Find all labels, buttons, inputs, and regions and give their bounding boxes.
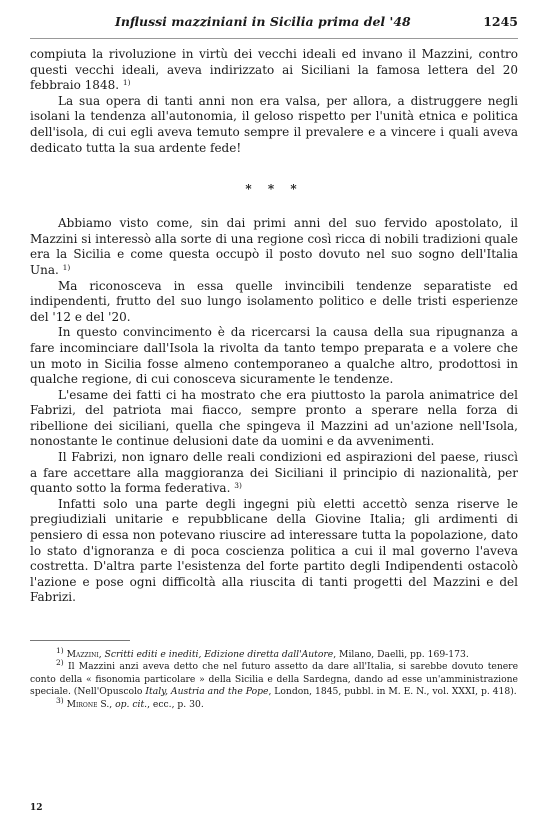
footnotes xyxy=(30,646,519,711)
footnote-ref: 3) xyxy=(234,481,242,491)
paragraph: Infatti solo una parte degli ingegni più eletti accettò senza riserve le pregiudiziali unitarie e repubblicane della Giovine Italia; gli ardimenti di pensiero di essa non potevano riuscire ad interessare tutta la popolazione, dato lo stato d'ignoranza e di poca coscienza politica a cui il mal governo l'aveva costretta. D'altra parte l'esistenza del forte partito degli Indipendenti ostacolò l'azione e pose ogni difficoltà alla riuscita di tanti progetti del Mazzini e del Fabrizi. xyxy=(30,496,518,605)
paragraph: Ma riconosceva in essa quelle invincibili tendenze separatiste ed indipendenti, frutto del suo lungo isolamento politico e delle tristi esperienze del '12 e del '20. xyxy=(30,278,518,324)
footnote-1: $^{1)}$ Mazzini, Scritti editi e inediti, Edizione diretta dall'Autore, Milano, Daelli, pp. 169-173. xyxy=(56,646,469,660)
page-number: 1245 xyxy=(483,14,518,29)
running-header xyxy=(30,14,518,39)
footnote-divider xyxy=(30,640,130,641)
signature-mark: 12 xyxy=(30,803,43,813)
paragraph: L'esame dei fatti ci ha mostrato che era piuttosto la parola animatrice del Fabrizi, del patriota mai fiacco, sempre pronto a sperare nella forza di ribellione dei siciliani, quella che spingeva il Mazzini ad un'azione nell'Isola, nonostante le continue delusioni date da uomini e da avvenimenti. xyxy=(30,387,518,449)
footnote-3: $^{3)}$ Mirone S., op. cit., ecc., p. 30. xyxy=(56,695,204,710)
paragraph: La sua opera di tanti anni non era valsa, per allora, a distruggere negli isolani la tendenza all'autonomia, il geloso rispetto per l'unità etnica e politica dell'isola, di cui egli aveva temuto sempre il prevalere e a vincere i quali aveva dedicato tutta la sua ardente fede! xyxy=(30,93,518,155)
running-title: Influssi mazziniani in Sicilia prima del '48 xyxy=(115,14,411,29)
main-text xyxy=(30,47,518,606)
paragraph: compiuta la rivoluzione in virtù dei vecchi ideali ed invano il Mazzini, contro questi vecchi ideali, aveva indirizzato ai Siciliani la famosa lettera del 20 febbraio 1848. $^{1)}$ xyxy=(30,47,518,93)
paragraph: Il Fabrizi, non ignaro delle reali condizioni ed aspirazioni del paese, riuscì a fare accettare alla maggioranza dei Siciliani il principio di nazionalità, per quanto sotto la forma federativa. $^{3)}$ xyxy=(30,450,518,496)
paragraph: Abbiamo visto come, sin dai primi anni del suo fervido apostolato, il Mazzini si interessò alla sorte di una regione così ricca di nobili tradizioni quale era la Sicilia e come questa occupò il posto dovuto nel suo sogno dell'Italia Una. $^{1)}$ xyxy=(30,216,518,277)
footnote-ref: 1) xyxy=(62,262,71,272)
footnote-ref: 1) xyxy=(122,78,131,88)
paragraph: In questo convincimento è da ricercarsi la causa della sua ripugnanza a fare incominciare dall'Isola la rivolta da tanto tempo preparata e a volere che un moto in Sicilia fosse almeno contemporaneo a qualche altro, prodottosi in qualche regione, di cui conosceva sicuramente le tendenze. xyxy=(30,325,518,387)
section-separator: * * * xyxy=(245,182,303,197)
footnote-2: $^{2)}$ Il Mazzini anzi aveva detto che nel futuro assetto da dare all'Italia, si sarebbe dovuto tenere conto della « fisonomia particolare » della Sicilia e della Sardegna, dando ad esse un'amministrazione speciale. (Nell'Opuscolo Italy, Austria and the Pope, London, 1845, pubbl. in M. E. N., vol. XXXI, p. 418). xyxy=(30,658,519,698)
